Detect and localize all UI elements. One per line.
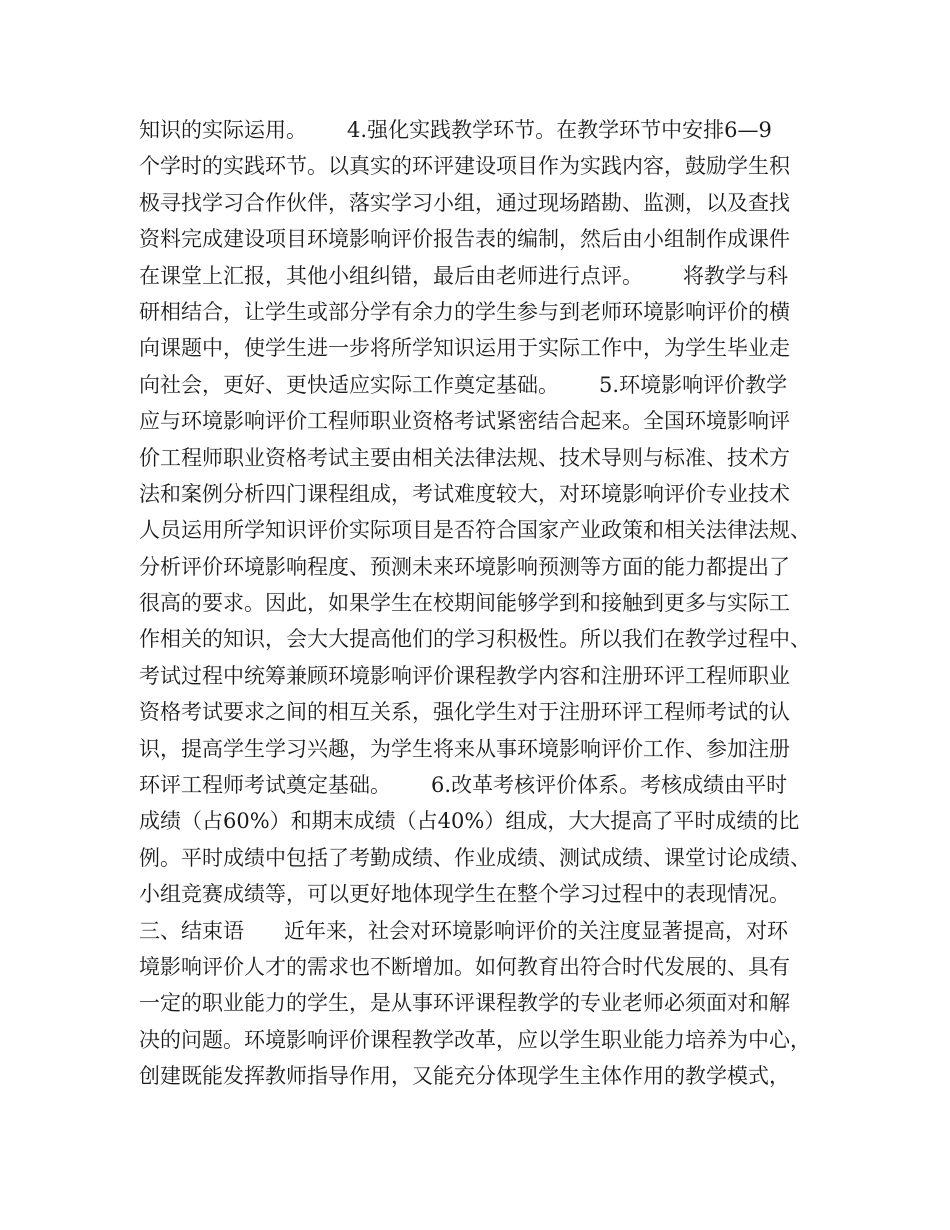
text-line: 作相关的知识，会大大提高他们的学习积极性。所以我们在教学过程中、: [139, 627, 811, 652]
text-line: 极寻找学习合作伙伴，落实学习小组，通过现场踏勘、监测，以及查找: [139, 190, 790, 215]
text-line: 分析评价环境影响程度、预测未来环境影响预测等方面的能力都提出了: [139, 554, 790, 579]
text-line: 创建既能发挥教师指导作用，又能充分体现学生主体作用的教学模式，: [139, 1064, 790, 1089]
text-line: 例。平时成绩中包括了考勤成绩、作业成绩、测试成绩、课堂讨论成绩、: [139, 845, 811, 870]
text-line: 研相结合，让学生或部分学有余力的学生参与到老师环境影响评价的横: [139, 299, 790, 324]
text-line: 向课题中，使学生进一步将所学知识运用于实际工作中，为学生毕业走: [139, 336, 790, 361]
text-line: 识，提高学生学习兴趣，为学生将来从事环境影响评价工作、参加注册: [139, 736, 790, 761]
text-line: 环评工程师考试奠定基础。 6.改革考核评价体系。考核成绩由平时: [139, 773, 788, 798]
text-line: 境影响评价人才的需求也不断增加。如何教育出符合时代发展的、具有: [139, 954, 790, 979]
text-line: 一定的职业能力的学生，是从事环评课程教学的专业老师必须面对和解: [139, 991, 790, 1016]
text-line: 向社会，更好、更快适应实际工作奠定基础。 5.环境影响评价教学: [139, 372, 788, 397]
text-line: 决的问题。环境影响评价课程教学改革，应以学生职业能力培养为中心，: [139, 1027, 811, 1052]
text-line: 人员运用所学知识评价实际项目是否符合国家产业政策和相关法律法规、: [139, 518, 811, 543]
text-line: 小组竞赛成绩等，可以更好地体现学生在整个学习过程中的表现情况。: [139, 882, 790, 907]
text-line: 很高的要求。因此，如果学生在校期间能够学到和接触到更多与实际工: [139, 591, 790, 616]
text-line: 价工程师职业资格考试主要由相关法律法规、技术导则与标准、技术方: [139, 445, 790, 470]
text-line: 三、结束语 近年来，社会对环境影响评价的关注度显著提高，对环: [139, 918, 789, 943]
text-line: 考试过程中统筹兼顾环境影响评价课程教学内容和注册环评工程师职业: [139, 663, 790, 688]
text-line: 资格考试要求之间的相互关系，强化学生对于注册环评工程师考试的认: [139, 700, 790, 725]
text-line: 资料完成建设项目环境影响评价报告表的编制，然后由小组制作成课件: [139, 227, 790, 252]
text-line: 知识的实际运用。 4.强化实践教学环节。在教学环节中安排6—9: [139, 118, 772, 142]
text-line: 成绩（占60%）和期末成绩（占40%）组成，大大提高了平时成绩的比: [139, 809, 800, 834]
text-line: 应与环境影响评价工程师职业资格考试紧密结合起来。全国环境影响评: [139, 409, 790, 434]
text-line: 个学时的实践环节。以真实的环评建设项目作为实践内容，鼓励学生积: [139, 154, 790, 179]
body-text: [139, 112, 829, 1095]
text-line: 在课堂上汇报，其他小组纠错，最后由老师进行点评。 将教学与科: [139, 263, 789, 288]
text-line: 法和案例分析四门课程组成，考试难度较大，对环境影响评价专业技术: [139, 481, 790, 506]
